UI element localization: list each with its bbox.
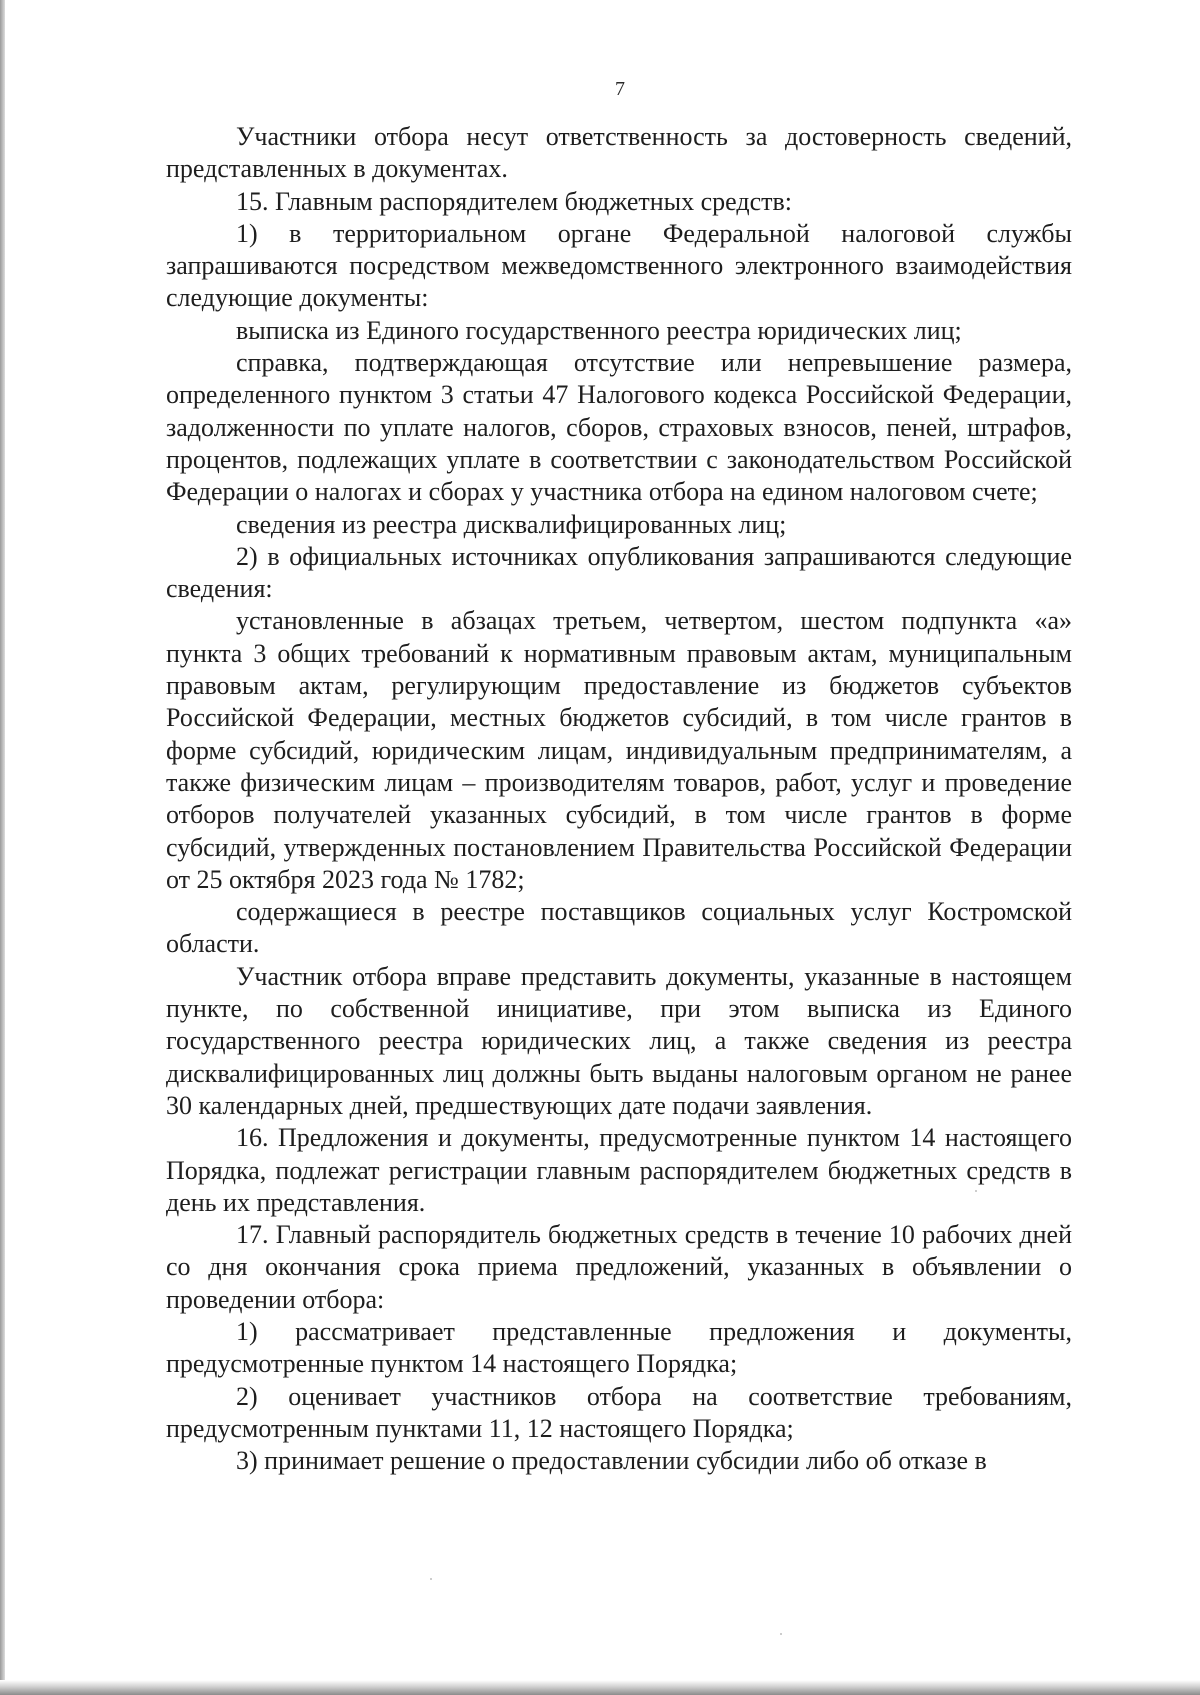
paragraph-item-17: 17. Главный распорядитель бюджетных средств в течение 10 рабочих дней со дня окончания срока приема предложений, указанных в объявлении о проведении отбора: — [166, 1220, 1072, 1314]
paragraph-egrul-extract: выписка из Единого государственного реестра юридических лиц; — [236, 315, 962, 345]
scan-speck — [975, 1190, 977, 1192]
paragraph-social-services-registry: содержащиеся в реестре поставщиков социальных услуг Костромской области. — [166, 897, 1072, 959]
scan-speck — [430, 1578, 432, 1580]
document-body — [166, 121, 1072, 1477]
page-number: 7 — [615, 78, 625, 100]
paragraph-subitem-17-3: 3) принимает решение о предоставлении субсидии либо об отказе в — [236, 1446, 987, 1476]
paragraph-general-requirements: установленные в абзацах третьем, четвертом, шестом подпункта «а» пункта 3 общих требований к нормативным правовым актам, муниципальным правовым актам, регулирующим предоставление из бюджетов субъектов Российской Федерации, местных бюджетов субсидий, в том числе грантов в форме субсидий, юридическим лицам, индивидуальным предпринимателям, а также физическим лицам – производителям товаров, работ, услуг и проведение отборов получателей указанных субсидий, в том числе грантов в форме субсидий, утвержденных постановлением Правительства Российской Федерации от 25 октября 2023 года № 1782; — [166, 606, 1072, 894]
paragraph-own-initiative: Участник отбора вправе представить документы, указанные в настоящем пункте, по собственной инициативе, при этом выписка из Единого государственного реестра юридических лиц, а также сведения из реестра дисквалифицированных лиц должны быть выданы налоговым органом не ранее 30 календарных дней, предшествующих дате подачи заявления. — [166, 961, 1072, 1120]
paragraph-subitem-15-1: 1) в территориальном органе Федеральной налоговой службы запрашиваются посредством межведомственного электронного взаимодействия следующие документы: — [166, 218, 1072, 313]
paragraph-subitem-17-2: 2) оценивает участников отбора на соответствие требованиям, предусмотренным пунктами 11, 12 настоящего Порядка; — [166, 1381, 1072, 1443]
paragraph-item-15: 15. Главным распорядителем бюджетных средств: — [236, 186, 793, 216]
paragraph-subitem-15-2: 2) в официальных источниках опубликования запрашиваются следующие сведения: — [166, 541, 1072, 604]
paragraph-participants-responsibility: Участники отбора несут ответственность за достоверность сведений, представленных в документах. — [166, 122, 1072, 184]
paragraph-disqualified-registry: сведения из реестра дисквалифицированных лиц; — [236, 509, 787, 539]
scan-speck — [780, 1633, 782, 1635]
paragraph-tax-certificate: справка, подтверждающая отсутствие или непревышение размера, определенного пунктом 3 статьи 47 Налогового кодекса Российской Федерации, задолженности по уплате налогов, сборов, страховых взносов, пеней, штрафов, процентов, подлежащих уплате в соответствии с законодательством Российской Федерации о налогах и сборах у участника отбора на едином налоговом счете; — [166, 348, 1072, 507]
paragraph-subitem-17-1: 1) рассматривает представленные предложения и документы, предусмотренные пунктом 14 настоящего Порядка; — [166, 1316, 1072, 1379]
paragraph-item-16: 16. Предложения и документы, предусмотренные пунктом 14 настоящего Порядка, подлежат регистрации главным распорядителем бюджетных средств в день их представления. — [166, 1123, 1072, 1217]
scan-bottom-edge — [0, 1680, 1200, 1695]
scan-left-edge — [0, 0, 5, 1695]
